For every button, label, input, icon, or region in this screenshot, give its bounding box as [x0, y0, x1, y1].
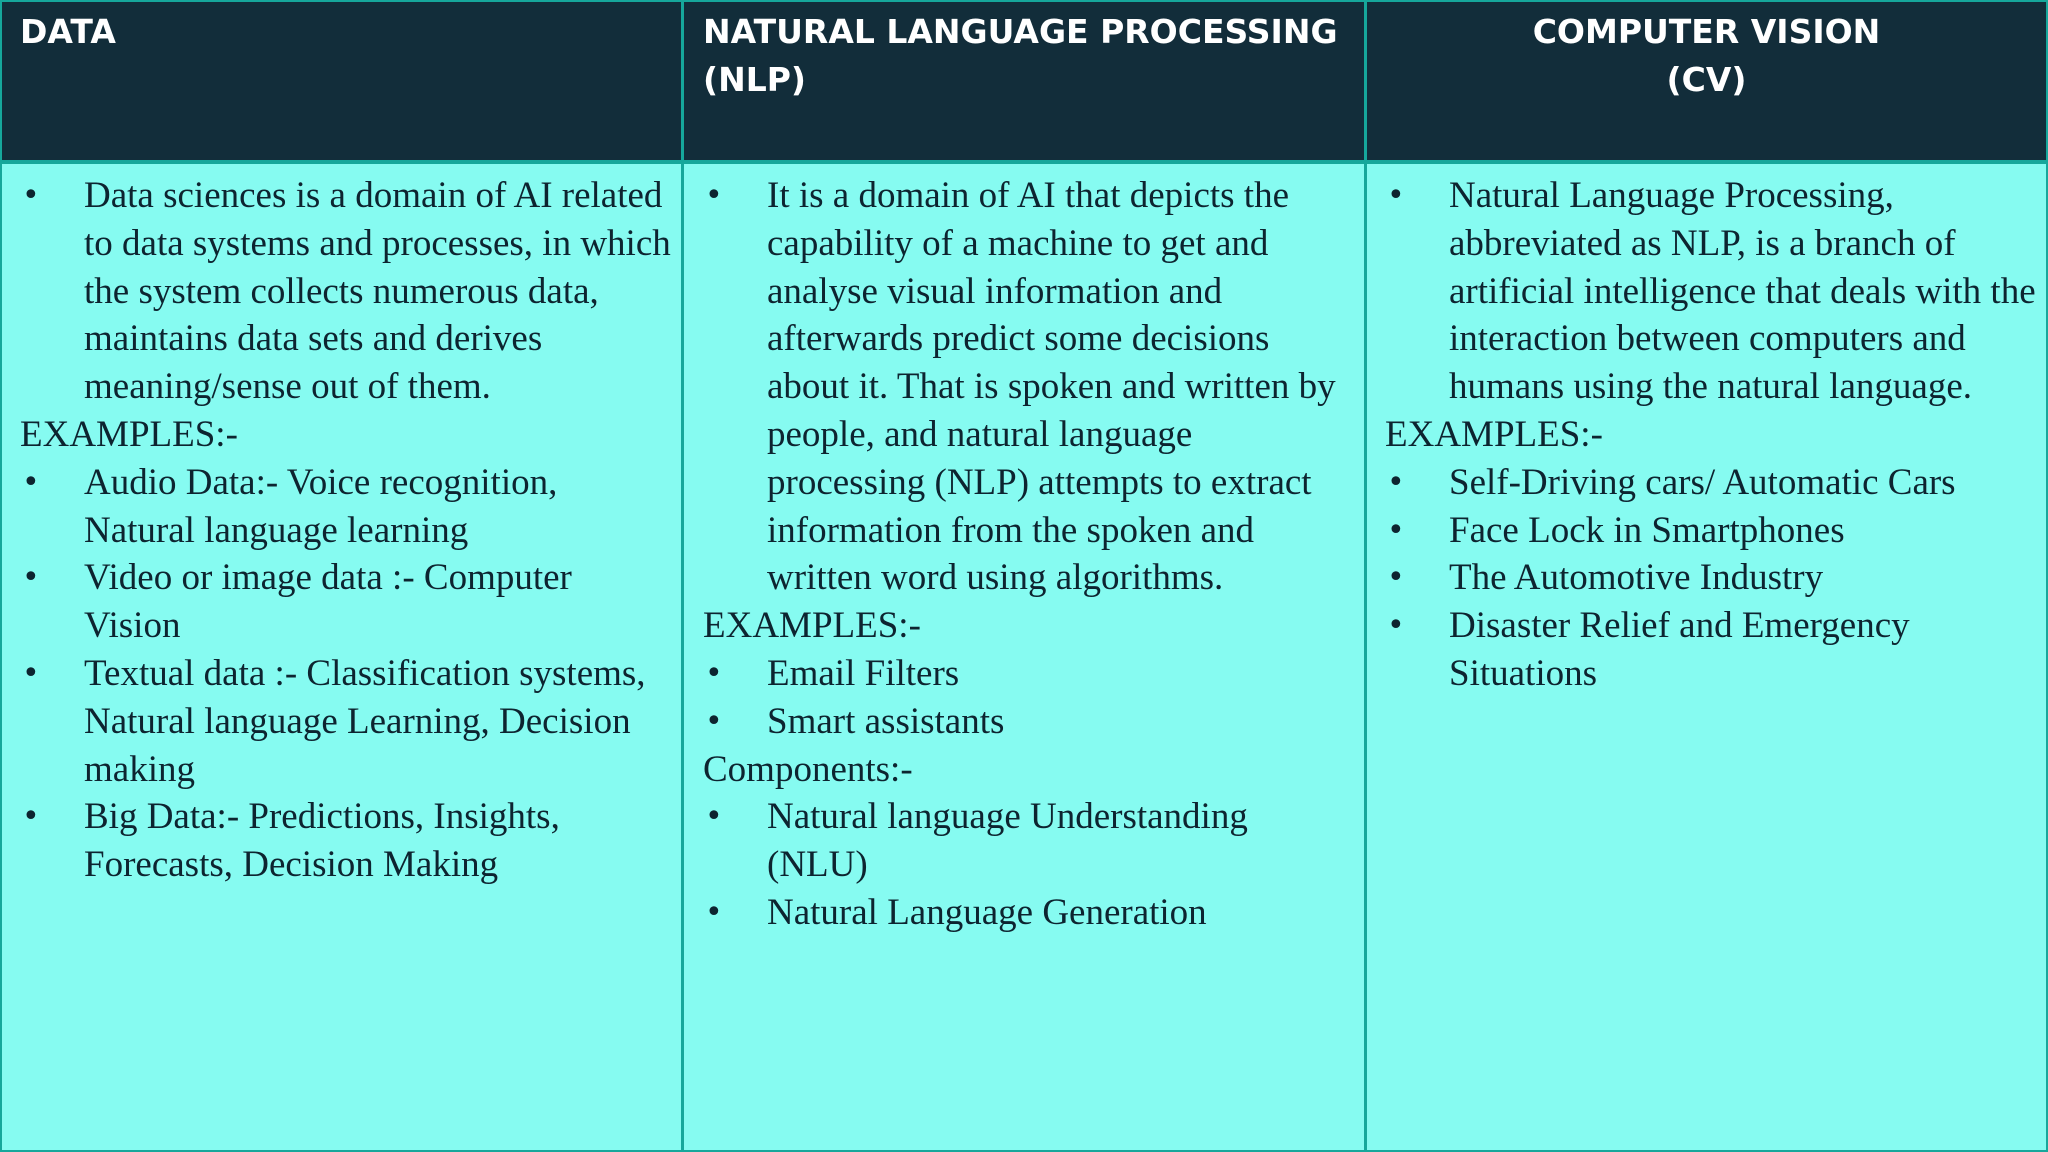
- bullet-icon: •: [22, 178, 40, 213]
- bullet-icon: •: [705, 703, 723, 739]
- column-title-data: DATA: [20, 12, 116, 51]
- examples-label: EXAMPLES:-: [703, 605, 921, 647]
- bullet-icon: •: [22, 464, 40, 500]
- list-item: [1385, 602, 2036, 698]
- bullet-icon: •: [22, 560, 40, 596]
- example-text: Disaster Relief and Emergency Situations: [1449, 605, 1910, 694]
- description-text: It is a domain of AI that depicts the capability of a machine to get and analyse visual information and afterwards predict some decisions about it. That is spoken and written by people, and natural language processing (NLP) attempts to extract information from the spoken and written word using algorithms.: [767, 175, 1336, 599]
- example-text: The Automotive Industry: [1449, 557, 1824, 599]
- description-item: [1385, 172, 2036, 411]
- examples-list-nlp: [703, 650, 1353, 746]
- bullet-icon: •: [1387, 178, 1405, 213]
- column-header-cv: [1365, 0, 2048, 160]
- header-divider: [0, 160, 2048, 164]
- example-text: Self-Driving cars/ Automatic Cars: [1449, 461, 1956, 503]
- components-label: Components:-: [703, 748, 913, 790]
- bullet-icon: •: [705, 178, 723, 213]
- column-nlp: [683, 0, 1365, 1152]
- example-text: Smart assistants: [767, 700, 1005, 742]
- example-text: Big Data:- Predictions, Insights, Forecasts, Decision Making: [84, 796, 560, 886]
- example-text: Audio Data:- Voice recognition, Natural language learning: [84, 461, 558, 551]
- description-list-data: [20, 172, 671, 411]
- examples-label: EXAMPLES:-: [1385, 413, 1603, 455]
- bullet-icon: •: [1387, 560, 1405, 596]
- list-item: [703, 650, 1353, 698]
- column-title-cv: COMPUTER VISION (CV): [1532, 12, 1881, 99]
- column-header-data: [0, 0, 683, 160]
- examples-list-cv: [1385, 459, 2036, 698]
- bullet-icon: •: [1387, 512, 1405, 548]
- column-cv: [1365, 0, 2048, 1152]
- list-item: [1385, 507, 2036, 555]
- list-item: [20, 459, 671, 555]
- component-text: Natural Language Generation: [767, 891, 1207, 933]
- component-text: Natural language Understanding (NLU): [767, 796, 1248, 886]
- list-item: [703, 793, 1353, 889]
- bullet-icon: •: [705, 655, 723, 691]
- examples-label: EXAMPLES:-: [20, 413, 238, 455]
- description-list-cv: [1385, 172, 2036, 411]
- description-item: [703, 172, 1353, 602]
- description-text: Natural Language Processing, abbreviated as NLP, is a branch of artificial intelligence that deals with the interaction between computers and humans using the natural language.: [1449, 175, 2036, 408]
- bullet-icon: •: [22, 799, 40, 835]
- components-list-nlp: [703, 793, 1353, 936]
- list-item: [1385, 459, 2036, 507]
- column-header-nlp: [683, 0, 1365, 160]
- list-item: [20, 650, 671, 793]
- bullet-icon: •: [705, 894, 723, 930]
- example-text: Face Lock in Smartphones: [1449, 509, 1845, 551]
- list-item: [20, 554, 671, 650]
- bullet-icon: •: [1387, 464, 1405, 500]
- list-item: [703, 889, 1353, 937]
- column-divider: [1364, 0, 1367, 1152]
- example-text: Email Filters: [767, 652, 960, 694]
- description-list-nlp: [703, 172, 1353, 602]
- list-item: [703, 698, 1353, 746]
- description-item: [20, 172, 671, 411]
- column-body-nlp: [683, 168, 1365, 937]
- bullet-icon: •: [1387, 608, 1405, 644]
- column-title-nlp: NATURAL LANGUAGE PROCESSING (NLP): [703, 12, 1338, 99]
- column-divider: [681, 0, 684, 1152]
- example-text: Video or image data :- Computer Vision: [84, 557, 572, 647]
- examples-list-data: [20, 459, 671, 889]
- column-body-data: [0, 168, 683, 889]
- column-data: [0, 0, 683, 1152]
- example-text: Textual data :- Classification systems, Natural language Learning, Decision making: [84, 652, 646, 790]
- list-item: [20, 793, 671, 889]
- description-text: Data sciences is a domain of AI related to data systems and processes, in which the system collects numerous data, maintains data sets and derives meaning/sense out of them.: [84, 175, 671, 408]
- bullet-icon: •: [22, 655, 40, 691]
- bullet-icon: •: [705, 799, 723, 835]
- list-item: [1385, 554, 2036, 602]
- column-body-cv: [1365, 168, 2048, 698]
